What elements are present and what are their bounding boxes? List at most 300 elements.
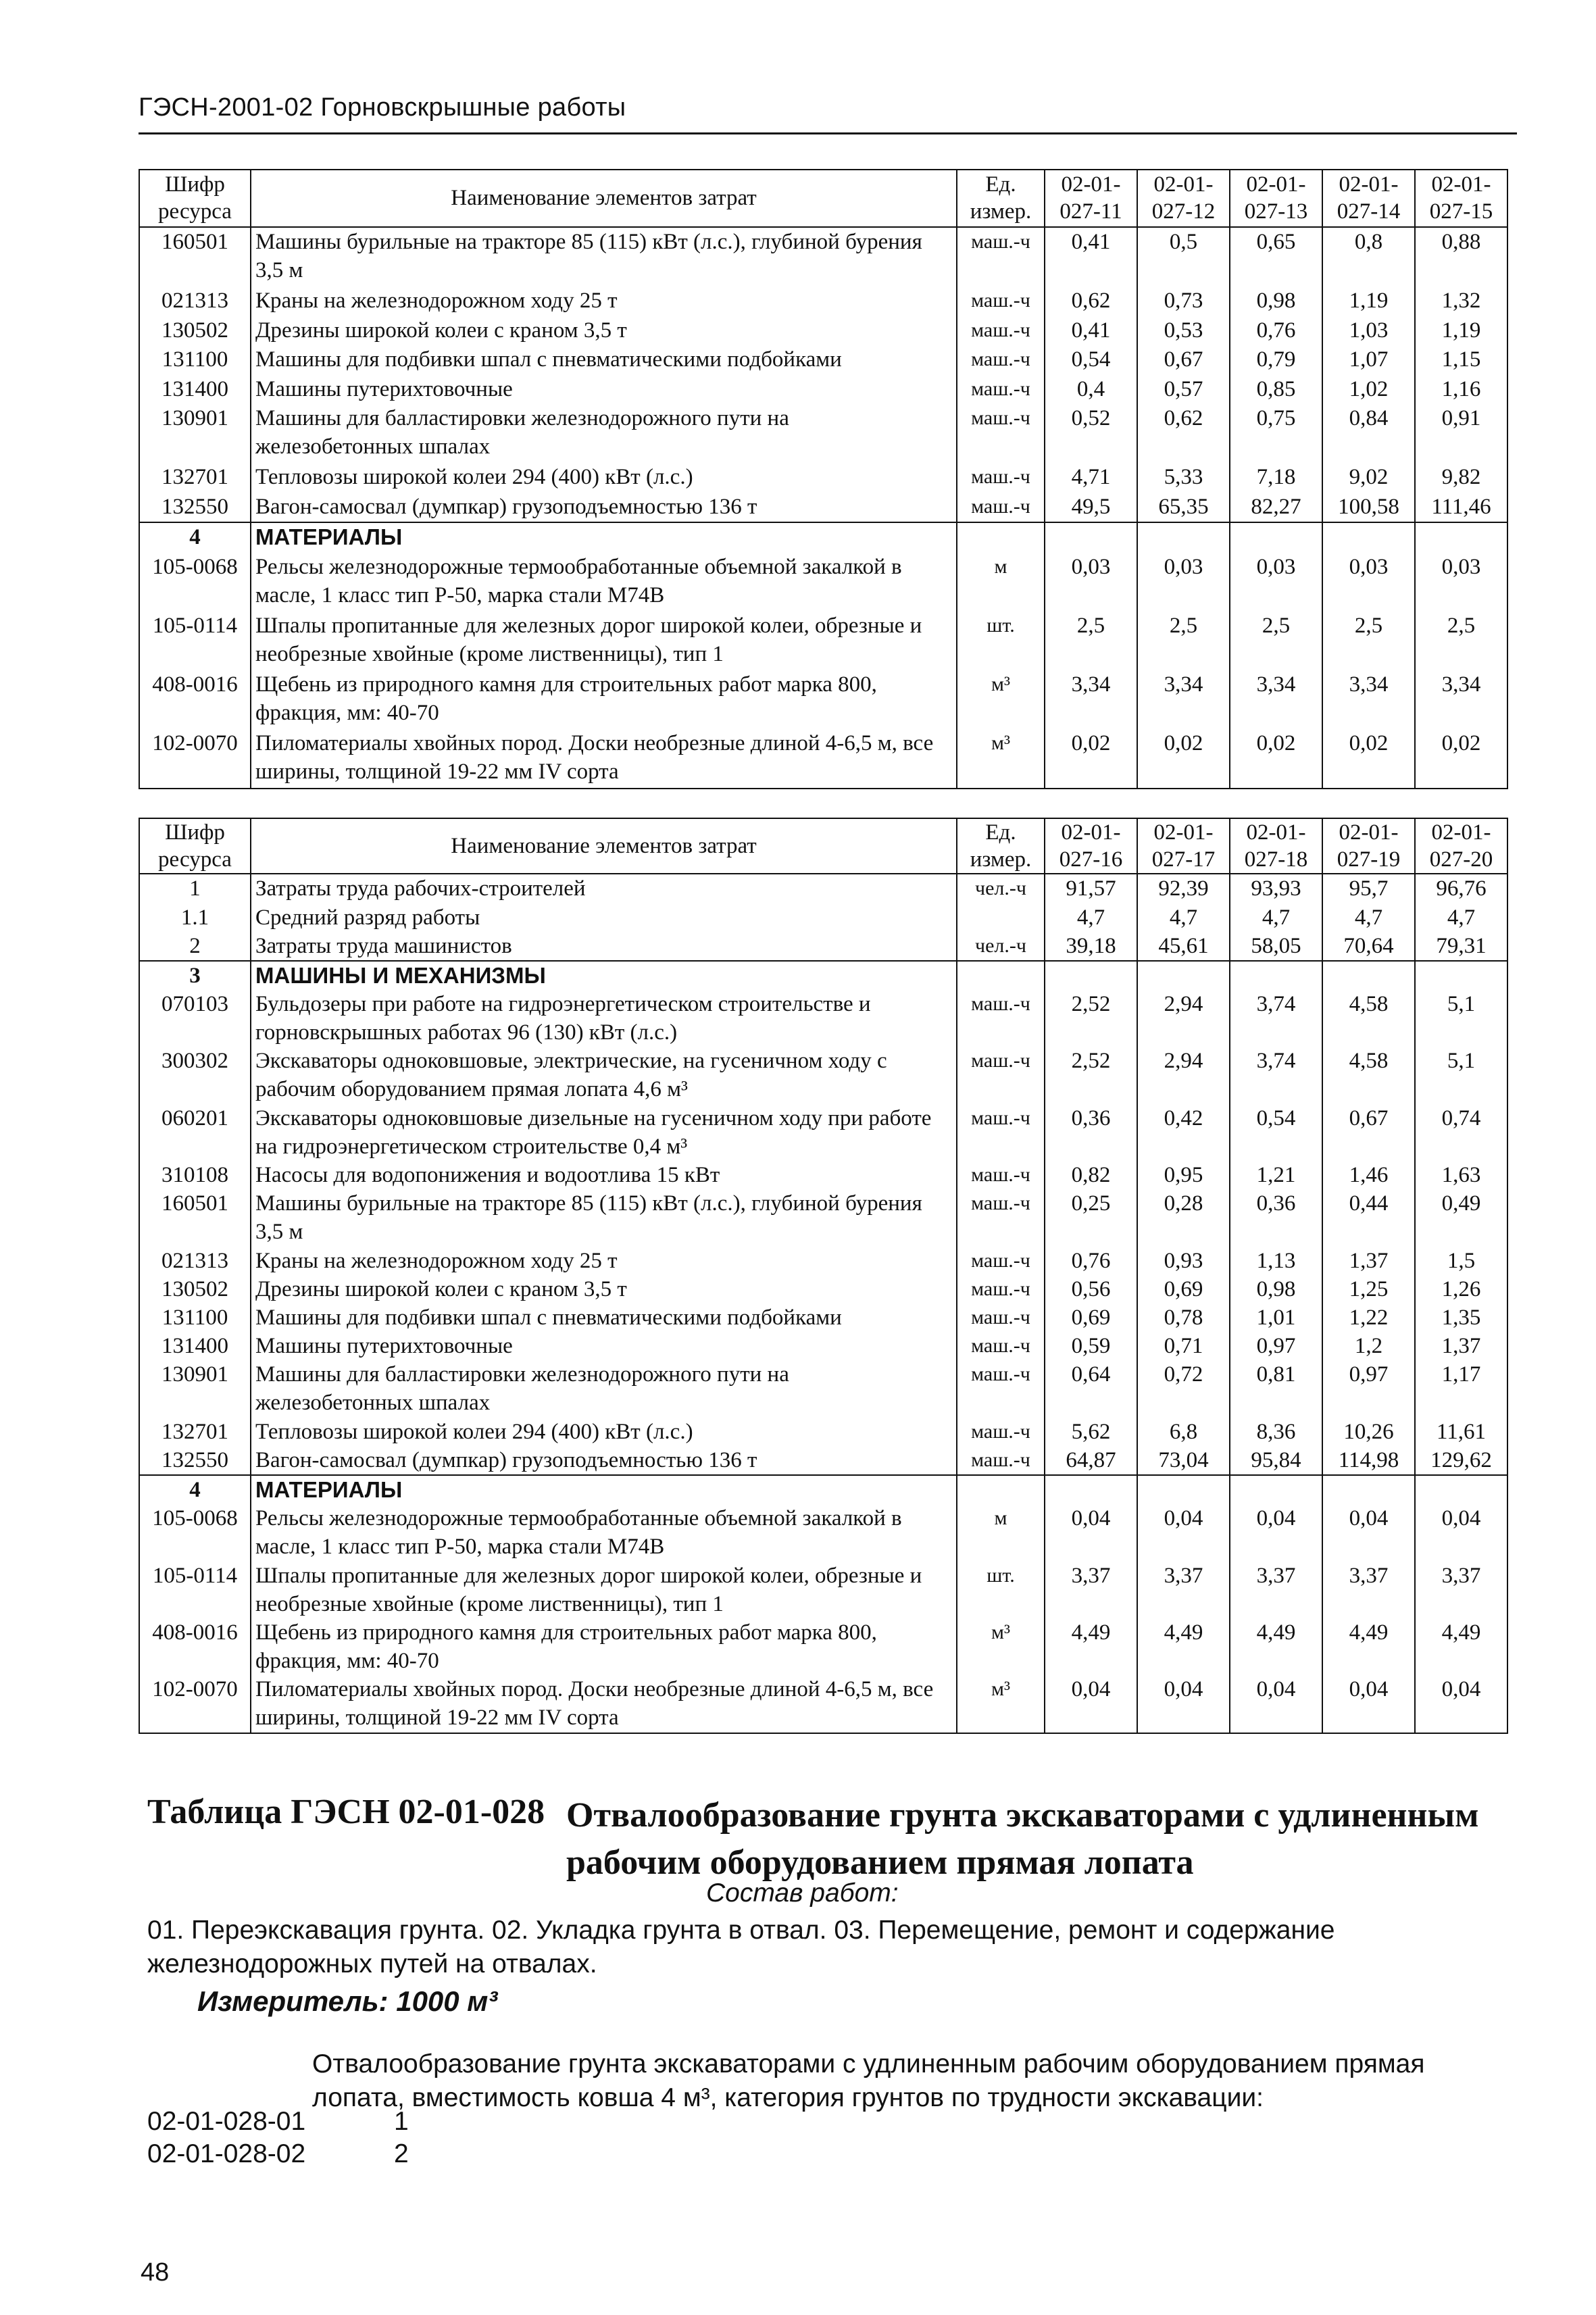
norm-value: 0,76 — [1045, 1247, 1137, 1275]
resource-name: Тепловозы широкой колеи 294 (400) кВт (л.с.) — [251, 1418, 957, 1446]
resource-unit: маш.-ч — [957, 1104, 1045, 1161]
header-norm-code: 02-01-027-17 — [1137, 818, 1230, 874]
norm-value: 1,03 — [1322, 316, 1415, 346]
empty-cell — [1045, 961, 1137, 990]
norm-value: 0,91 — [1415, 404, 1507, 463]
empty-cell — [1415, 961, 1507, 990]
section-number: 4 — [139, 1475, 251, 1504]
resource-row — [139, 670, 1507, 729]
norm-value: 9,02 — [1322, 463, 1415, 493]
empty-cell — [1230, 1475, 1322, 1504]
soil-category: 2 — [394, 2139, 409, 2168]
norm-value: 3,34 — [1322, 670, 1415, 729]
norm-value: 0,69 — [1137, 1275, 1230, 1303]
norm-value: 2,94 — [1137, 1047, 1230, 1103]
norm-value: 0,62 — [1137, 404, 1230, 463]
header-norm-code: 02-01-027-20 — [1415, 818, 1507, 874]
norm-value: 0,98 — [1230, 287, 1322, 316]
norm-value: 4,7 — [1322, 903, 1415, 932]
norm-value: 0,03 — [1322, 553, 1415, 612]
norm-value: 0,82 — [1045, 1161, 1137, 1189]
norm-value: 0,36 — [1045, 1104, 1137, 1161]
norm-value: 1,32 — [1415, 287, 1507, 316]
norm-value: 0,04 — [1045, 1675, 1137, 1733]
empty-cell — [1045, 522, 1137, 553]
norm-value: 0,75 — [1230, 404, 1322, 463]
norm-value: 0,03 — [1415, 553, 1507, 612]
norm-value: 0,84 — [1322, 404, 1415, 463]
norm-value: 10,26 — [1322, 1418, 1415, 1446]
resource-unit: маш.-ч — [957, 1418, 1045, 1446]
norm-value: 1,25 — [1322, 1275, 1415, 1303]
resource-table-1 — [139, 169, 1508, 789]
resource-row — [139, 1161, 1507, 1189]
norm-value: 2,52 — [1045, 990, 1137, 1047]
measurer-label: Измеритель: 1000 м³ — [197, 1985, 498, 2017]
resource-code: 105-0068 — [139, 553, 251, 612]
norm-value: 2,5 — [1230, 612, 1322, 670]
section-title: МАШИНЫ И МЕХАНИЗМЫ — [251, 961, 957, 990]
resource-row — [139, 1247, 1507, 1275]
norm-value: 0,41 — [1045, 316, 1137, 346]
norm-value: 0,42 — [1137, 1104, 1230, 1161]
empty-cell — [1045, 1475, 1137, 1504]
norm-value: 0,78 — [1137, 1303, 1230, 1332]
resource-unit: маш.-ч — [957, 345, 1045, 375]
resource-code: 130901 — [139, 1360, 251, 1417]
norm-value: 92,39 — [1137, 874, 1230, 903]
norm-value: 129,62 — [1415, 1446, 1507, 1475]
resource-code: 131400 — [139, 375, 251, 405]
header-unit: Ед. измер. — [957, 818, 1045, 874]
resource-code: 310108 — [139, 1161, 251, 1189]
resource-name: Машины для балластировки железнодорожного пути на железобетонных шпалах — [251, 404, 957, 463]
norm-value: 3,37 — [1230, 1562, 1322, 1618]
resource-unit: маш.-ч — [957, 227, 1045, 287]
empty-cell — [1230, 961, 1322, 990]
resource-name: Экскаваторы одноковшовые дизельные на гусеничном ходу при работе на гидроэнергетическом строительстве 0,4 м³ — [251, 1104, 957, 1161]
norm-value: 0,03 — [1137, 553, 1230, 612]
header-norm-code: 02-01-027-11 — [1045, 170, 1137, 227]
norm-value: 0,88 — [1415, 227, 1507, 287]
norm-value: 4,49 — [1230, 1618, 1322, 1675]
resource-code: 408-0016 — [139, 670, 251, 729]
norm-value: 4,58 — [1322, 1047, 1415, 1103]
norm-value: 0,64 — [1045, 1360, 1137, 1417]
empty-cell — [1137, 1475, 1230, 1504]
resource-unit: маш.-ч — [957, 404, 1045, 463]
resource-name: Машины путерихтовочные — [251, 1332, 957, 1360]
table-header-row — [139, 170, 1507, 227]
resource-row — [139, 287, 1507, 316]
norm-value: 0,52 — [1045, 404, 1137, 463]
resource-name: Щебень из природного камня для строительных работ марка 800, фракция, мм: 40-70 — [251, 670, 957, 729]
resource-code: 070103 — [139, 990, 251, 1047]
header-norm-code: 02-01-027-19 — [1322, 818, 1415, 874]
norm-value: 111,46 — [1415, 493, 1507, 523]
norm-value: 3,34 — [1045, 670, 1137, 729]
norm-value: 0,76 — [1230, 316, 1322, 346]
resource-name: Дрезины широкой колеи с краном 3,5 т — [251, 316, 957, 346]
resource-row — [139, 1189, 1507, 1246]
norm-value: 0,62 — [1045, 287, 1137, 316]
norm-code: 02-01-028-01 — [147, 2107, 306, 2136]
empty-cell — [1322, 1475, 1415, 1504]
resource-code: 130502 — [139, 1275, 251, 1303]
norm-value: 3,37 — [1415, 1562, 1507, 1618]
table-header-row — [139, 818, 1507, 874]
section-title: МАТЕРИАЛЫ — [251, 522, 957, 553]
resource-table-2 — [139, 818, 1508, 1734]
norm-value: 3,34 — [1230, 670, 1322, 729]
table-caption: Таблица ГЭСН 02-01-028 — [147, 1793, 545, 1831]
resource-name: Машины для подбивки шпал с пневматическими подбойками — [251, 345, 957, 375]
norm-value: 4,49 — [1415, 1618, 1507, 1675]
resource-code: 131100 — [139, 345, 251, 375]
resource-unit: маш.-ч — [957, 316, 1045, 346]
resource-name: Вагон-самосвал (думпкар) грузоподъемностью 136 т — [251, 493, 957, 523]
resource-name: Машины для подбивки шпал с пневматическими подбойками — [251, 1303, 957, 1332]
norm-value: 0,04 — [1137, 1504, 1230, 1561]
resource-name: Пиломатериалы хвойных пород. Доски необрезные длиной 4-6,5 м, все ширины, толщиной 19-22 мм IV сорта — [251, 729, 957, 789]
norm-value: 0,57 — [1137, 375, 1230, 405]
resource-code: 132701 — [139, 463, 251, 493]
header-norm-code: 02-01-027-16 — [1045, 818, 1137, 874]
header-cipher: Шифр ресурса — [139, 170, 251, 227]
section-number: 4 — [139, 522, 251, 553]
resource-name: Шпалы пропитанные для железных дорог широкой колеи, обрезные и необрезные хвойные (кроме лиственницы), тип 1 — [251, 612, 957, 670]
resource-name: Шпалы пропитанные для железных дорог широкой колеи, обрезные и необрезные хвойные (кроме лиственницы), тип 1 — [251, 1562, 957, 1618]
empty-cell — [957, 961, 1045, 990]
header-rule — [139, 132, 1517, 134]
resource-row — [139, 1303, 1507, 1332]
norm-value: 114,98 — [1322, 1446, 1415, 1475]
norm-value: 1,5 — [1415, 1247, 1507, 1275]
resource-unit: маш.-ч — [957, 1161, 1045, 1189]
resource-row — [139, 463, 1507, 493]
header-norm-code: 02-01-027-18 — [1230, 818, 1322, 874]
section-number: 3 — [139, 961, 251, 990]
resource-name: Машины бурильные на тракторе 85 (115) кВт (л.с.), глубиной бурения 3,5 м — [251, 227, 957, 287]
resource-name: Рельсы железнодорожные термообработанные объемной закалкой в масле, 1 класс тип Р-50, марка стали М74В — [251, 553, 957, 612]
norm-value: 82,27 — [1230, 493, 1322, 523]
norm-value: 0,04 — [1415, 1504, 1507, 1561]
resource-row — [139, 1360, 1507, 1417]
norm-value: 2,52 — [1045, 1047, 1137, 1103]
resource-row — [139, 375, 1507, 405]
resource-name: Вагон-самосвал (думпкар) грузоподъемностью 136 т — [251, 1446, 957, 1475]
resource-code: 021313 — [139, 1247, 251, 1275]
norm-value: 1,17 — [1415, 1360, 1507, 1417]
soil-category: 1 — [394, 2107, 409, 2136]
resource-name: Тепловозы широкой колеи 294 (400) кВт (л.с.) — [251, 463, 957, 493]
resource-unit: м³ — [957, 1618, 1045, 1675]
header-norm-code: 02-01-027-13 — [1230, 170, 1322, 227]
resource-unit: м³ — [957, 670, 1045, 729]
table-1-body — [139, 170, 1507, 789]
resource-row — [139, 493, 1507, 523]
norm-value: 0,54 — [1045, 345, 1137, 375]
header-norm-code: 02-01-027-15 — [1415, 170, 1507, 227]
running-head: ГЭСН-2001-02 Горновскрышные работы — [139, 93, 626, 122]
section-row — [139, 961, 1507, 990]
norm-value: 0,73 — [1137, 287, 1230, 316]
norm-value: 4,7 — [1045, 903, 1137, 932]
work-composition-label: Состав работ: — [706, 1878, 899, 1908]
norm-value: 5,62 — [1045, 1418, 1137, 1446]
norm-code-row — [147, 2107, 409, 2137]
resource-unit: м³ — [957, 729, 1045, 789]
norm-value: 1,13 — [1230, 1247, 1322, 1275]
norm-value: 93,93 — [1230, 874, 1322, 903]
norm-value: 0,49 — [1415, 1189, 1507, 1246]
norm-value: 0,04 — [1230, 1504, 1322, 1561]
norm-value: 3,34 — [1415, 670, 1507, 729]
norm-value: 4,49 — [1045, 1618, 1137, 1675]
norm-value: 0,67 — [1137, 345, 1230, 375]
resource-code: 105-0114 — [139, 612, 251, 670]
header-norm-code: 02-01-027-12 — [1137, 170, 1230, 227]
norm-value: 39,18 — [1045, 932, 1137, 961]
resource-row — [139, 345, 1507, 375]
norm-value: 0,04 — [1322, 1504, 1415, 1561]
resource-row — [139, 990, 1507, 1047]
norm-code-row — [147, 2139, 409, 2169]
norm-value: 0,41 — [1045, 227, 1137, 287]
resource-name: Дрезины широкой колеи с краном 3,5 т — [251, 1275, 957, 1303]
resource-row — [139, 316, 1507, 346]
page-number: 48 — [141, 2258, 170, 2287]
resource-name: Краны на железнодорожном ходу 25 т — [251, 287, 957, 316]
norm-value: 4,7 — [1137, 903, 1230, 932]
resource-unit: маш.-ч — [957, 1303, 1045, 1332]
resource-unit: маш.-ч — [957, 287, 1045, 316]
norm-value: 95,7 — [1322, 874, 1415, 903]
norm-value: 0,04 — [1322, 1675, 1415, 1733]
norm-value: 58,05 — [1230, 932, 1322, 961]
norm-value: 0,65 — [1230, 227, 1322, 287]
resource-unit: маш.-ч — [957, 463, 1045, 493]
section-title: МАТЕРИАЛЫ — [251, 1475, 957, 1504]
norm-value: 4,58 — [1322, 990, 1415, 1047]
empty-cell — [1322, 522, 1415, 553]
table-2-body — [139, 818, 1507, 1733]
resource-row — [139, 404, 1507, 463]
header-name: Наименование элементов затрат — [251, 170, 957, 227]
resource-row — [139, 1275, 1507, 1303]
resource-row — [139, 1618, 1507, 1675]
resource-row — [139, 903, 1507, 932]
norm-value: 4,7 — [1230, 903, 1322, 932]
section-row — [139, 1475, 1507, 1504]
resource-code: 160501 — [139, 227, 251, 287]
norm-value: 2,5 — [1045, 612, 1137, 670]
norm-value: 0,93 — [1137, 1247, 1230, 1275]
empty-cell — [957, 1475, 1045, 1504]
resource-name: Машины бурильные на тракторе 85 (115) кВт (л.с.), глубиной бурения 3,5 м — [251, 1189, 957, 1246]
resource-unit: маш.-ч — [957, 1275, 1045, 1303]
empty-cell — [1230, 522, 1322, 553]
resource-name: Бульдозеры при работе на гидроэнергетическом строительстве и горновскрышных работах 96 (130) кВт (л.с.) — [251, 990, 957, 1047]
resource-unit: м — [957, 553, 1045, 612]
norm-value: 0,4 — [1045, 375, 1137, 405]
norm-value: 65,35 — [1137, 493, 1230, 523]
resource-unit: маш.-ч — [957, 990, 1045, 1047]
resource-code: 132550 — [139, 493, 251, 523]
resource-name: Средний разряд работы — [251, 903, 957, 932]
norm-value: 1,2 — [1322, 1332, 1415, 1360]
resource-code: 060201 — [139, 1104, 251, 1161]
norm-value: 1,16 — [1415, 375, 1507, 405]
resource-code: 2 — [139, 932, 251, 961]
norm-value: 4,49 — [1137, 1618, 1230, 1675]
norm-value: 8,36 — [1230, 1418, 1322, 1446]
resource-unit: маш.-ч — [957, 1332, 1045, 1360]
resource-code: 130901 — [139, 404, 251, 463]
norm-value: 0,04 — [1230, 1675, 1322, 1733]
resource-unit: чел.-ч — [957, 874, 1045, 903]
header-name: Наименование элементов затрат — [251, 818, 957, 874]
resource-code: 300302 — [139, 1047, 251, 1103]
resource-row — [139, 932, 1507, 961]
resource-unit: маш.-ч — [957, 1189, 1045, 1246]
section-row — [139, 522, 1507, 553]
norm-value: 0,44 — [1322, 1189, 1415, 1246]
resource-unit: маш.-ч — [957, 493, 1045, 523]
resource-unit: маш.-ч — [957, 1047, 1045, 1103]
resource-unit — [957, 903, 1045, 932]
resource-code: 132701 — [139, 1418, 251, 1446]
header-norm-code: 02-01-027-14 — [1322, 170, 1415, 227]
norm-value: 0,36 — [1230, 1189, 1322, 1246]
resource-row — [139, 1047, 1507, 1103]
norm-value: 0,02 — [1137, 729, 1230, 789]
norm-value: 1,01 — [1230, 1303, 1322, 1332]
norm-value: 5,1 — [1415, 1047, 1507, 1103]
norm-value: 0,71 — [1137, 1332, 1230, 1360]
resource-name: Щебень из природного камня для строительных работ марка 800, фракция, мм: 40-70 — [251, 1618, 957, 1675]
resource-code: 131100 — [139, 1303, 251, 1332]
table-title: Отвалообразование грунта экскаваторами с удлиненным рабочим оборудованием прямая лопата — [566, 1796, 1479, 1882]
resource-unit: маш.-ч — [957, 1360, 1045, 1417]
resource-code: 102-0070 — [139, 1675, 251, 1733]
norm-value: 7,18 — [1230, 463, 1322, 493]
empty-cell — [1137, 961, 1230, 990]
norm-value: 45,61 — [1137, 932, 1230, 961]
norm-value: 0,28 — [1137, 1189, 1230, 1246]
resource-name: Машины для балластировки железнодорожного пути на железобетонных шпалах — [251, 1360, 957, 1417]
norm-value: 70,64 — [1322, 932, 1415, 961]
resource-code: 1.1 — [139, 903, 251, 932]
norm-value: 1,26 — [1415, 1275, 1507, 1303]
norm-value: 0,85 — [1230, 375, 1322, 405]
empty-cell — [1415, 1475, 1507, 1504]
header-unit: Ед. измер. — [957, 170, 1045, 227]
resource-code: 105-0114 — [139, 1562, 251, 1618]
resource-row — [139, 1504, 1507, 1561]
norm-value: 0,56 — [1045, 1275, 1137, 1303]
resource-code: 408-0016 — [139, 1618, 251, 1675]
empty-cell — [1322, 961, 1415, 990]
norm-value: 3,37 — [1322, 1562, 1415, 1618]
norm-value: 2,94 — [1137, 990, 1230, 1047]
norm-value: 5,1 — [1415, 990, 1507, 1047]
norm-value: 0,54 — [1230, 1104, 1322, 1161]
resource-code: 160501 — [139, 1189, 251, 1246]
norm-value: 0,97 — [1322, 1360, 1415, 1417]
norm-value: 1,15 — [1415, 345, 1507, 375]
norm-value: 79,31 — [1415, 932, 1507, 961]
norm-value: 0,69 — [1045, 1303, 1137, 1332]
norm-value: 0,67 — [1322, 1104, 1415, 1161]
norm-value: 5,33 — [1137, 463, 1230, 493]
norm-description: Отвалообразование грунта экскаваторами с удлиненным рабочим оборудованием прямая лопата, вместимость ковша 4 м³, категория грунтов по трудности экскавации: — [312, 2049, 1425, 2112]
norm-value: 0,02 — [1045, 729, 1137, 789]
norm-value: 0,02 — [1230, 729, 1322, 789]
norm-value: 0,97 — [1230, 1332, 1322, 1360]
resource-unit: маш.-ч — [957, 375, 1045, 405]
resource-row — [139, 874, 1507, 903]
norm-value: 2,5 — [1322, 612, 1415, 670]
norm-value: 1,07 — [1322, 345, 1415, 375]
norm-value: 95,84 — [1230, 1446, 1322, 1475]
resource-unit: шт. — [957, 612, 1045, 670]
resource-unit: м — [957, 1504, 1045, 1561]
resource-unit: маш.-ч — [957, 1446, 1045, 1475]
resource-name: Рельсы железнодорожные термообработанные объемной закалкой в масле, 1 класс тип Р-50, марка стали М74В — [251, 1504, 957, 1561]
norm-value: 0,03 — [1230, 553, 1322, 612]
norm-value: 1,37 — [1415, 1332, 1507, 1360]
norm-value: 6,8 — [1137, 1418, 1230, 1446]
resource-code: 131400 — [139, 1332, 251, 1360]
resource-row — [139, 1332, 1507, 1360]
norm-value: 0,81 — [1230, 1360, 1322, 1417]
norm-value: 1,46 — [1322, 1161, 1415, 1189]
norm-value: 0,02 — [1415, 729, 1507, 789]
resource-code: 021313 — [139, 287, 251, 316]
resource-code: 102-0070 — [139, 729, 251, 789]
resource-row — [139, 1446, 1507, 1475]
norm-value: 0,79 — [1230, 345, 1322, 375]
resource-name: Машины путерихтовочные — [251, 375, 957, 405]
norm-code: 02-01-028-02 — [147, 2139, 306, 2168]
norm-value: 1,02 — [1322, 375, 1415, 405]
header-cipher: Шифр ресурса — [139, 818, 251, 874]
resource-row — [139, 1418, 1507, 1446]
empty-cell — [957, 522, 1045, 553]
norm-value: 4,7 — [1415, 903, 1507, 932]
resource-row — [139, 227, 1507, 287]
resource-row — [139, 1562, 1507, 1618]
norm-value: 3,37 — [1137, 1562, 1230, 1618]
norm-value: 2,5 — [1137, 612, 1230, 670]
resource-code: 1 — [139, 874, 251, 903]
norm-value: 0,74 — [1415, 1104, 1507, 1161]
norm-value: 0,59 — [1045, 1332, 1137, 1360]
resource-name: Экскаваторы одноковшовые, электрические, на гусеничном ходу с рабочим оборудованием прямая лопата 4,6 м³ — [251, 1047, 957, 1103]
norm-value: 0,03 — [1045, 553, 1137, 612]
resource-unit: м³ — [957, 1675, 1045, 1733]
norm-value: 0,04 — [1415, 1675, 1507, 1733]
norm-value: 0,02 — [1322, 729, 1415, 789]
resource-unit: чел.-ч — [957, 932, 1045, 961]
norm-value: 0,98 — [1230, 1275, 1322, 1303]
norm-value: 1,19 — [1415, 316, 1507, 346]
resource-name: Насосы для водопонижения и водоотлива 15 кВт — [251, 1161, 957, 1189]
resource-row — [139, 729, 1507, 789]
norm-value: 1,35 — [1415, 1303, 1507, 1332]
resource-row — [139, 553, 1507, 612]
